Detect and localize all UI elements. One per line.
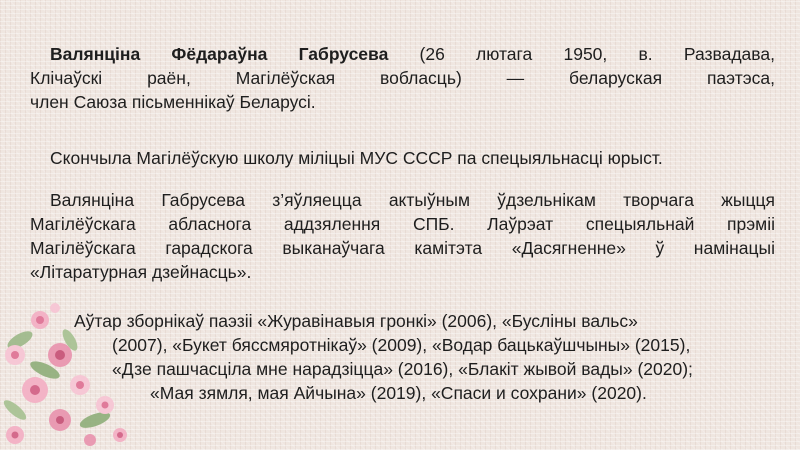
works-paragraph <box>60 309 780 405</box>
birth-info: (26 лютага 1950, в. Развадава, <box>419 44 775 64</box>
biography-line-1 <box>30 42 775 66</box>
activity-line-3: Магілёўскага гарадскога выканаўчага камітэта «Дасягненне» ў намінацыі <box>30 238 775 258</box>
works-line-1: Аўтар зборнікаў паэзіі «Журавінавыя гронкі» (2006), «Бусліны вальс» <box>74 311 638 331</box>
education-text: Скончыла Магілёўскую школу міліцыі МУС СССР па спецыяльнасці юрыст. <box>50 148 663 168</box>
biography-paragraph <box>30 42 775 114</box>
activity-line-1: Валянціна Габрусева з’яўляецца актыўным ўдзельнікам творчага жыцця <box>50 190 775 210</box>
biography-line-2: Клічаўскі раён, Магілёўская вобласць) — беларуская паэтэса, <box>30 68 775 88</box>
activity-line-4: «Літаратурная дзейнасць». <box>30 262 252 282</box>
author-name: Валянціна Фёдараўна Габрусева <box>50 44 389 64</box>
education-paragraph <box>50 146 790 170</box>
works-line-2: (2007), «Букет бяссмяротнікаў» (2009), «Водар бацькаўшчыны» (2015), <box>112 335 691 355</box>
activity-line-2: Магілёўскага абласнога аддзялення СПБ. Лаўрэат спецыяльнай прэміі <box>30 214 775 234</box>
works-line-3: «Дзе пашчасціла мне нарадзіцца» (2016), «Блакіт жывой вады» (2020); <box>112 359 693 379</box>
biography-line-3: член Саюза пісьменнікаў Беларусі. <box>30 92 316 112</box>
activity-paragraph <box>30 188 775 284</box>
works-line-4: «Мая зямля, мая Айчына» (2019), «Спаси и сохрани» (2020). <box>150 383 647 403</box>
